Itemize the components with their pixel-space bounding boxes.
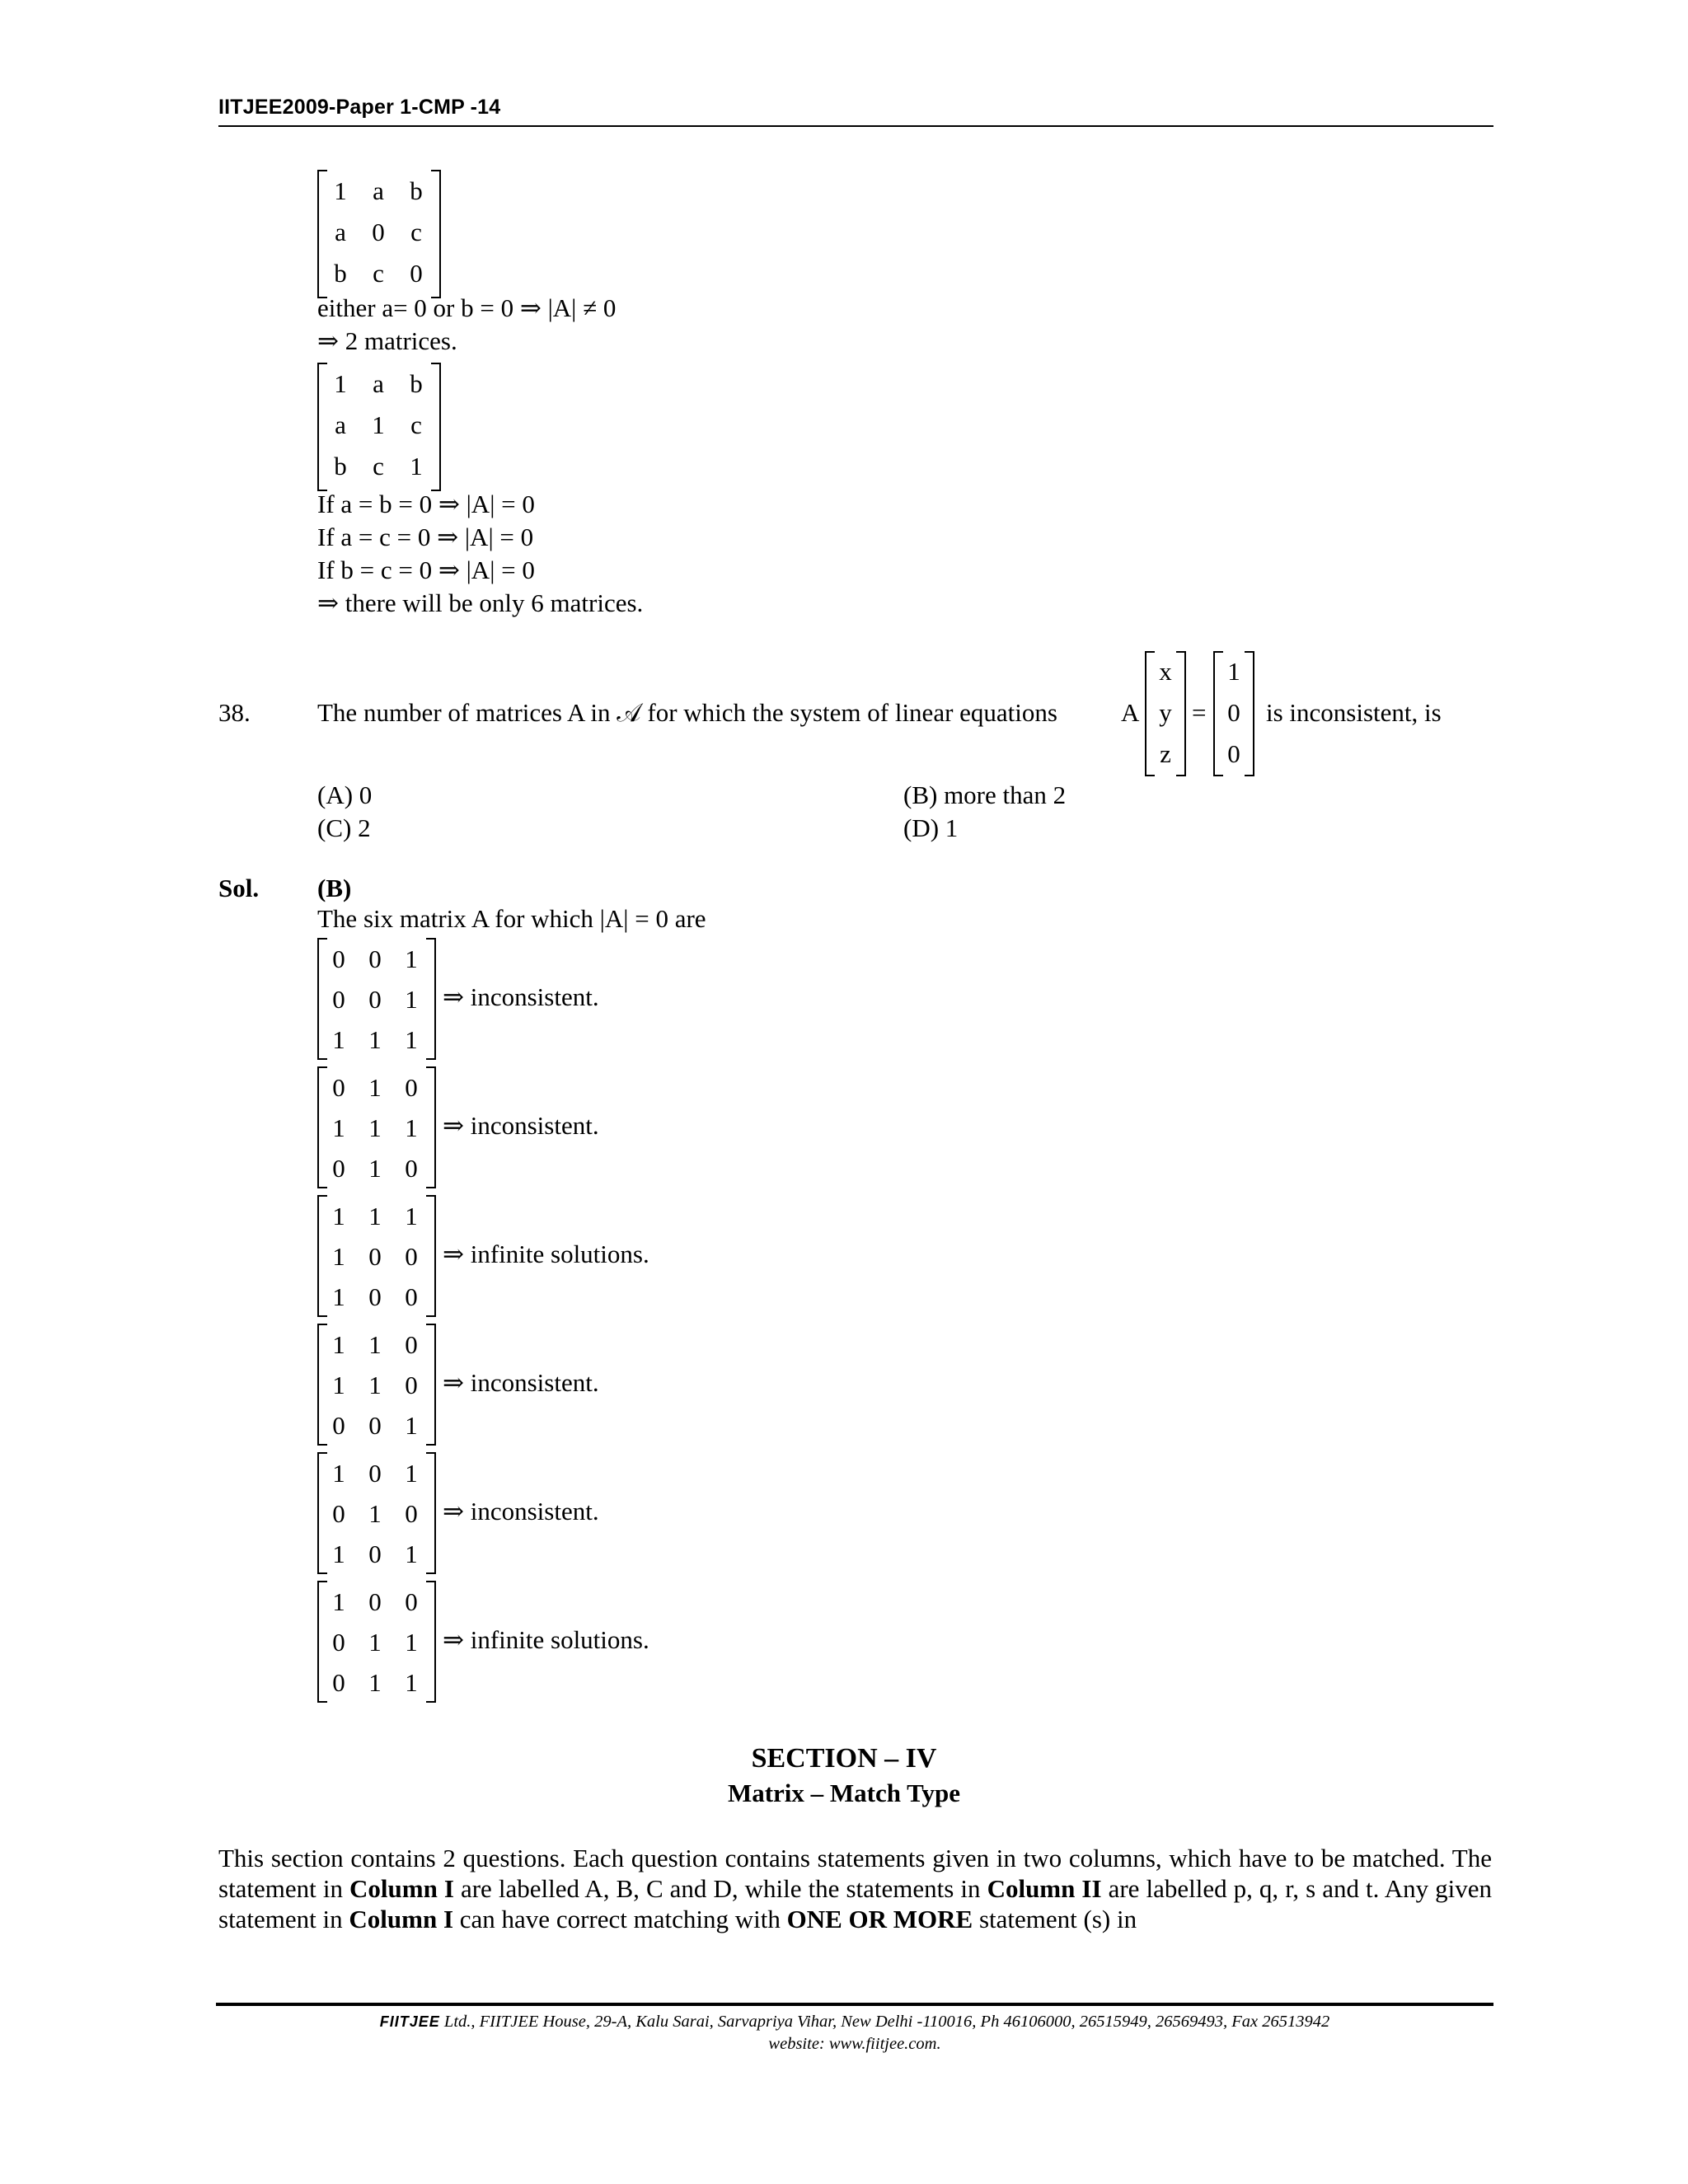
solution-matrix — [317, 1452, 436, 1574]
section-title: SECTION – IV — [751, 1743, 937, 1774]
section-subtitle: Matrix – Match Type — [727, 1779, 961, 1807]
option-d: (D) 1 — [903, 813, 959, 842]
matrix-cell: 0 — [332, 985, 345, 1014]
footer-address — [216, 2011, 1493, 2033]
matrix-cell: c — [373, 452, 384, 480]
line-ac: If a = c = 0 ⇒ |A| = 0 — [317, 523, 534, 551]
matrix-cell: 1 — [368, 1154, 382, 1183]
matrix-cell: 0 — [332, 1499, 345, 1528]
matrix-cell: 1 — [368, 1113, 382, 1142]
matrix-cell: 1 — [368, 1202, 382, 1230]
matrix-cell: b — [410, 176, 423, 205]
instr-text-2: are labelled A, B, C and D, while the statements in — [453, 1874, 987, 1903]
instr-text-4: can have correct matching with — [453, 1905, 787, 1933]
matrix-cell: 0 — [368, 944, 382, 973]
solution-matrix — [317, 1324, 436, 1446]
footer-rule — [216, 2003, 1493, 2006]
solution-result: ⇒ inconsistent. — [443, 1111, 599, 1140]
matrix-cell: 1 — [332, 1540, 345, 1568]
solution-matrix — [317, 938, 436, 1060]
vector-xyz — [1145, 651, 1186, 776]
matrix-cell: a — [335, 218, 346, 246]
matrix-cell: 0 — [368, 985, 382, 1014]
matrix-cell: 1 — [405, 985, 418, 1014]
matrix-cell: 0 — [332, 1628, 345, 1657]
matrix-cell: 0 — [332, 1073, 345, 1102]
matrix-cell: 1 — [368, 1499, 382, 1528]
matrix-cell: 1 — [372, 410, 385, 439]
matrix-cell: 1 — [405, 1113, 418, 1142]
vector-cell: 0 — [1227, 698, 1240, 727]
matrix-cell: 1 — [368, 1330, 382, 1359]
line-either: either a= 0 or b = 0 ⇒ |A| ≠ 0 — [317, 293, 617, 322]
matrix-cell: 1 — [368, 1668, 382, 1697]
matrix-cell: b — [334, 259, 347, 288]
matrix-cell: 0 — [332, 944, 345, 973]
option-c: (C) 2 — [317, 813, 371, 842]
line-ab: If a = b = 0 ⇒ |A| = 0 — [317, 490, 535, 518]
matrix-cell: b — [410, 369, 423, 398]
matrix-top-2 — [317, 363, 441, 491]
matrix-cell: 0 — [405, 1073, 418, 1102]
matrix-cell: 0 — [368, 1459, 382, 1488]
question-number: 38. — [218, 698, 251, 727]
matrix-cell: 0 — [405, 1242, 418, 1271]
footer-line-1: Ltd., FIITJEE House, 29-A, Kalu Sarai, Sarvapriya Vihar, New Delhi -110016, Ph 46106000, 26515949, 26569493, Fax 26513942 — [439, 2013, 1330, 2031]
vector-cell: z — [1160, 739, 1171, 768]
option-a: (A) 0 — [317, 780, 373, 809]
matrix-cell: 1 — [332, 1242, 345, 1271]
line-six-matrices: ⇒ there will be only 6 matrices. — [317, 588, 644, 617]
instr-bold-1: Column I — [349, 1874, 454, 1903]
matrix-cell: 1 — [405, 944, 418, 973]
solution-result: ⇒ infinite solutions. — [443, 1625, 649, 1654]
matrix-cell: 0 — [405, 1154, 418, 1183]
option-b: (B) more than 2 — [903, 780, 1067, 809]
matrix-cell: 0 — [368, 1411, 382, 1440]
matrix-top-1 — [317, 170, 441, 298]
question-tail: is inconsistent, is — [1266, 698, 1442, 727]
question-text: The number of matrices A in 𝒜 for which the system of linear equations — [317, 698, 1057, 727]
matrix-cell: 1 — [368, 1628, 382, 1657]
vector-cell: y — [1159, 698, 1172, 727]
matrix-cell: 0 — [332, 1411, 345, 1440]
matrix-cell: 1 — [405, 1411, 418, 1440]
fiitjee-logo: FIITJEE — [379, 2013, 440, 2030]
matrix-cell: 1 — [410, 452, 423, 480]
matrix-cell: 1 — [332, 1025, 345, 1054]
instr-bold-4: ONE OR MORE — [786, 1905, 973, 1933]
line-two-matrices: ⇒ 2 matrices. — [317, 326, 457, 355]
solution-result: ⇒ inconsistent. — [443, 1368, 599, 1397]
solution-result: ⇒ inconsistent. — [443, 982, 599, 1011]
matrix-cell: c — [410, 218, 422, 246]
matrix-cell: 1 — [332, 1587, 345, 1616]
matrix-cell: a — [373, 176, 384, 205]
matrix-cell: 1 — [368, 1073, 382, 1102]
vector-cell: 1 — [1227, 657, 1240, 686]
instr-text-3: are labelled p, q, r, s and t. Any given statement in — [218, 1874, 1493, 1933]
matrix-cell: 0 — [332, 1154, 345, 1183]
matrix-cell: 1 — [405, 1202, 418, 1230]
matrix-cell: 1 — [332, 1371, 345, 1399]
page-header: IITJEE2009-Paper 1-CMP -14 — [218, 96, 501, 119]
matrix-cell: 1 — [332, 1459, 345, 1488]
matrix-cell: 0 — [405, 1282, 418, 1311]
matrix-cell: 0 — [368, 1282, 382, 1311]
question-a-label: A — [1121, 698, 1140, 727]
matrix-cell: 0 — [405, 1371, 418, 1399]
matrix-cell: 1 — [332, 1282, 345, 1311]
section-instructions — [218, 1843, 1492, 1934]
header-rule — [218, 125, 1493, 127]
matrix-cell: 0 — [405, 1330, 418, 1359]
matrix-cell: 0 — [410, 259, 423, 288]
instr-text-1: This section contains 2 questions. Each question contains statements given in two columns, which have to be matched. The statement in — [218, 1844, 1492, 1903]
matrix-cell: 1 — [405, 1025, 418, 1054]
vector-cell: 0 — [1227, 739, 1240, 768]
solution-answer: (B) — [317, 874, 352, 902]
matrix-cell: a — [335, 410, 346, 439]
matrix-cell: 0 — [405, 1499, 418, 1528]
matrix-cell: c — [373, 259, 384, 288]
matrix-cell: 1 — [334, 176, 347, 205]
matrix-cell: 0 — [332, 1668, 345, 1697]
solution-matrix — [317, 1195, 436, 1317]
solution-result: ⇒ inconsistent. — [443, 1497, 599, 1526]
instr-text-5: statement (s) in — [973, 1905, 1137, 1933]
matrix-cell: 0 — [368, 1242, 382, 1271]
instr-bold-3: Column I — [349, 1905, 454, 1933]
matrix-cell: 1 — [405, 1540, 418, 1568]
solution-result: ⇒ infinite solutions. — [443, 1240, 649, 1268]
matrix-cell: 1 — [405, 1628, 418, 1657]
matrix-cell: 1 — [405, 1459, 418, 1488]
matrix-cell: 1 — [332, 1113, 345, 1142]
solution-matrix — [317, 1581, 436, 1703]
matrix-cell: 0 — [405, 1587, 418, 1616]
line-bc: If b = c = 0 ⇒ |A| = 0 — [317, 555, 535, 584]
matrix-cell: 0 — [368, 1540, 382, 1568]
solution-intro: The six matrix A for which |A| = 0 are — [317, 904, 706, 933]
matrix-cell: 1 — [334, 369, 347, 398]
footer-website: website: www.fiitjee.com. — [768, 2035, 941, 2053]
matrix-cell: b — [334, 452, 347, 480]
solution-label: Sol. — [218, 874, 260, 902]
matrix-cell: c — [410, 410, 422, 439]
matrix-cell: 1 — [332, 1202, 345, 1230]
equals-sign: = — [1192, 698, 1207, 727]
matrix-cell: 1 — [368, 1371, 382, 1399]
matrix-cell: 1 — [368, 1025, 382, 1054]
instr-bold-2: Column II — [987, 1874, 1102, 1903]
matrix-cell: 0 — [372, 218, 385, 246]
matrix-cell: 0 — [368, 1587, 382, 1616]
vector-100 — [1213, 651, 1254, 776]
matrix-cell: 1 — [332, 1330, 345, 1359]
solution-matrix — [317, 1066, 436, 1188]
matrix-cell: a — [373, 369, 384, 398]
vector-cell: x — [1159, 657, 1172, 686]
matrix-cell: 1 — [405, 1668, 418, 1697]
